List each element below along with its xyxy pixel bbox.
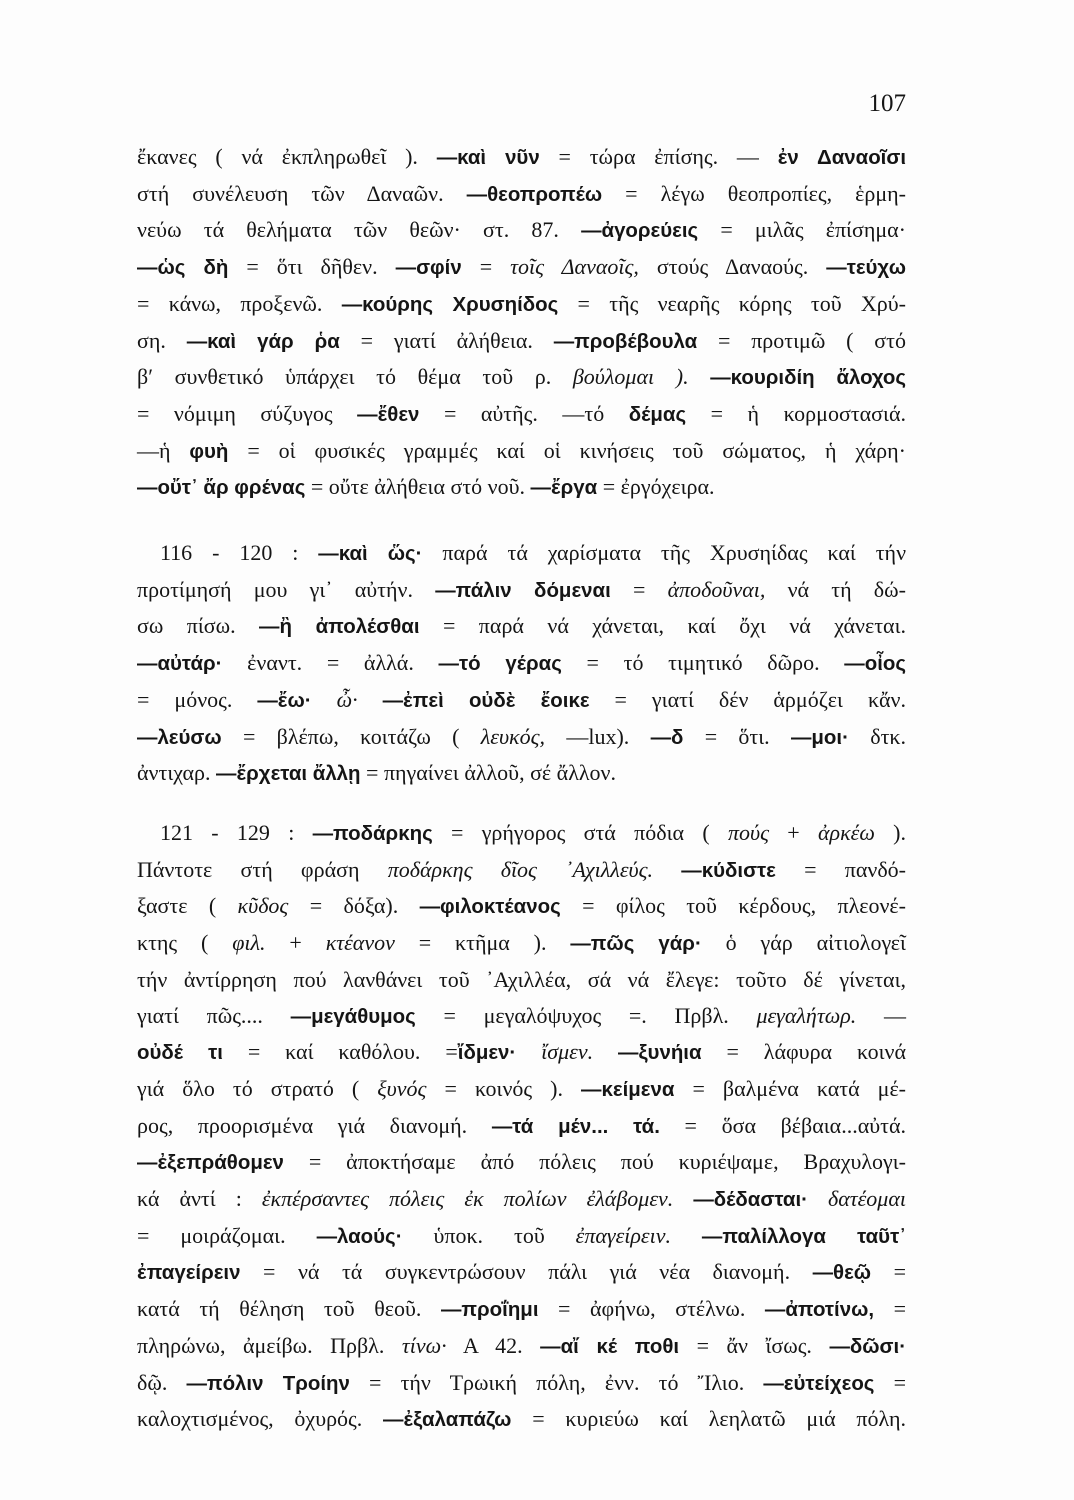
bold-term: —τεύχω xyxy=(826,256,907,280)
text-line xyxy=(137,323,906,360)
text-run: = ὅτι. xyxy=(683,723,791,749)
text-run: 116 - 120 : xyxy=(160,540,319,565)
bold-term: —θεῷ xyxy=(812,1261,872,1285)
text-run: = xyxy=(874,1296,906,1322)
text-run: = παρά νά χάνεται, καί ὄχι νά χάνεται. xyxy=(419,613,906,639)
bold-term: —προΐημι xyxy=(440,1298,539,1322)
text-line xyxy=(137,212,906,249)
text-line xyxy=(137,535,906,572)
text-line xyxy=(137,962,906,998)
text-line xyxy=(137,359,906,396)
bold-term: —καὶ γάρ ῥα xyxy=(186,329,340,353)
text-run: ρος, προορισμένα γιά διανομή. xyxy=(137,1112,492,1138)
text-run: = ἡ κορμοστασιά. xyxy=(686,400,906,426)
text-run: = ὅσα βέβαια...αὐτά. xyxy=(659,1112,906,1138)
bold-term: —δῶσι· xyxy=(829,1334,906,1358)
bold-term: —μοι· xyxy=(790,725,849,749)
bold-term: —προβέβουλα xyxy=(553,329,698,353)
text-line xyxy=(137,249,906,286)
bold-term: —φιλοκτέανος xyxy=(419,895,561,919)
bold-term: —οὔτ᾽ ἄρ φρένας xyxy=(137,476,306,500)
text-run: = γιατί δέν ἁρμόζει κἄν. xyxy=(589,686,907,712)
text-run xyxy=(673,1186,693,1211)
italic-text: φιλ. xyxy=(232,930,266,956)
text-run: = κυριεύω καί λεηλατῶ μιά πόλη. xyxy=(511,1406,907,1432)
text-run: δτκ. xyxy=(848,723,906,749)
italic-text: μεγαλήτωρ. xyxy=(756,1002,857,1028)
text-run: πληρώνω, ἀμείβω. Πρβλ. xyxy=(137,1332,402,1358)
text-run: ). xyxy=(874,820,906,845)
text-line xyxy=(137,176,906,213)
text-run xyxy=(808,1186,828,1211)
text-run: κτης ( xyxy=(137,930,233,956)
text-run: —ἡ xyxy=(137,437,190,463)
text-line xyxy=(137,1144,906,1181)
text-run: προτίμησή μου γι᾽ αὐτήν. xyxy=(137,576,436,602)
text-run: δῷ. xyxy=(137,1369,187,1395)
text-run xyxy=(653,857,681,882)
text-line xyxy=(137,1401,906,1438)
bold-term: —ἔργα xyxy=(530,476,598,500)
bold-term: —δέδασται· xyxy=(693,1188,808,1212)
paragraph xyxy=(137,535,906,792)
text-run: = ἐργόχειρα. xyxy=(597,474,715,500)
bold-term: —πάλιν δόμεναι xyxy=(435,578,611,602)
text-run: κά ἀντί : xyxy=(137,1186,262,1212)
text-run: νεύω τά θελήματα τῶν θεῶν· στ. 87. xyxy=(137,217,582,243)
text-line xyxy=(137,1218,906,1255)
text-run: = νόμιμη σύζυγος xyxy=(137,400,358,426)
bold-term: ἐν Δαναοῖσι xyxy=(777,146,907,169)
text-run: ὑποκ. τοῦ xyxy=(402,1222,576,1248)
text-run: = τῆς νεαρῆς κόρης τοῦ Χρύ- xyxy=(558,290,906,316)
text-run: ἔκανες ( νά ἐκπληρωθεῖ ). xyxy=(137,144,437,169)
text-run: = ἀφήνω, στέλνω. xyxy=(538,1296,765,1322)
bold-term: —σφίν xyxy=(395,256,462,280)
text-run: + xyxy=(769,820,818,845)
text-line xyxy=(137,925,906,962)
bold-term: δέμας xyxy=(628,402,687,426)
text-run xyxy=(593,1039,618,1064)
text-run: παρά τά χαρίσματα τῆς Χρυσηίδας καί τήν xyxy=(422,540,907,565)
italic-text: λευκός, xyxy=(480,723,546,749)
text-run: ση. xyxy=(137,327,187,353)
text-run: = νά τά συγκεντρώσουν πάλι γιά νέα διανομή. xyxy=(240,1259,813,1285)
bold-term: —ξυνήια xyxy=(618,1041,702,1065)
bold-term: οὐδέ τι xyxy=(137,1041,223,1065)
text-line xyxy=(137,1365,906,1402)
text-run: ξαστε ( xyxy=(137,893,238,919)
paragraph xyxy=(137,139,906,506)
bold-term: —θεοπροπέω xyxy=(466,182,603,206)
text-run: = xyxy=(874,1369,906,1395)
bold-term: —ἐξεπράθομεν xyxy=(137,1151,284,1175)
text-run: = μοιράζομαι. xyxy=(137,1222,317,1248)
text-run: = φίλος τοῦ κέρδους, πλεονέ- xyxy=(560,893,906,919)
text-run: — xyxy=(856,1002,906,1028)
italic-text: δατέομαι xyxy=(827,1186,907,1212)
text-run: ἐναντ. = ἀλλά. xyxy=(222,650,439,676)
bold-term: φυὴ xyxy=(189,439,229,463)
text-run: = κοινός ). xyxy=(426,1075,582,1101)
bold-term: —ὡς δὴ xyxy=(137,256,229,280)
text-line xyxy=(137,682,906,719)
text-run: νά τή δώ- xyxy=(765,576,906,602)
text-run: = τό τιμητικό δῶρο. xyxy=(561,650,845,676)
bold-term: —κούρης Χρυσηίδος xyxy=(341,292,559,316)
bold-term: —ἐπεὶ οὐδὲ ἔοικε xyxy=(382,688,590,712)
bold-term: ἐπαγείρειν xyxy=(137,1261,241,1285)
text-run: = xyxy=(461,254,511,280)
text-line xyxy=(137,1181,906,1218)
text-run: = xyxy=(871,1259,906,1285)
bold-term: —οἶος xyxy=(844,652,907,676)
bold-term: —παλίλλογα ταῦτ᾽ xyxy=(701,1224,907,1248)
bold-term: —ἔρχεται ἄλλῃ xyxy=(216,762,361,786)
bold-term: —εὐτείχεος xyxy=(763,1371,875,1395)
text-run: = μιλᾶς ἐπίσημα· xyxy=(698,217,906,243)
bold-term: —καὶ ὥς· xyxy=(318,542,423,565)
bold-term: ἴδμεν· xyxy=(457,1041,517,1065)
text-run: τήν ἀντίρρηση πού λανθάνει τοῦ ᾿Αχιλλέα, σά νά ἔλεγε: τοῦτο δέ γίνεται, xyxy=(137,966,906,992)
text-run: Πάντοτε στή φράση xyxy=(137,856,388,882)
italic-text: κτέανον xyxy=(325,930,395,956)
text-run: = τώρα ἐπίσης. — xyxy=(539,144,778,169)
text-run: = πανδό- xyxy=(775,856,907,882)
text-run: = λέγω θεοπροπίες, ἑρμη- xyxy=(602,180,906,206)
text-run: = λάφυρα κοινά xyxy=(701,1039,906,1065)
bold-term: —καὶ νῦν xyxy=(436,146,540,169)
text-run xyxy=(358,687,383,712)
italic-text: τοῖς Δαναοῖς, xyxy=(510,254,639,280)
page-number: 107 xyxy=(868,90,906,117)
text-run: = μόνος. xyxy=(137,686,258,712)
text-line xyxy=(137,139,906,176)
text-run: σω πίσω. xyxy=(137,613,260,639)
italic-text: ἀρκέω xyxy=(817,820,875,845)
italic-text: ξυνός xyxy=(377,1075,427,1101)
text-run: = προτιμῶ ( στό xyxy=(697,327,906,353)
italic-text: ἴσμεν. xyxy=(541,1039,594,1065)
text-run: = βαλμένα κατά μέ- xyxy=(674,1075,907,1101)
text-run: = καί καθόλου. = xyxy=(222,1039,458,1065)
text-line xyxy=(137,755,906,792)
text-run: = γιατί ἀλήθεια. xyxy=(339,327,554,353)
bold-term: —ἐξαλαπάζω xyxy=(383,1408,512,1432)
text-run: ἀντιχαρ. xyxy=(137,760,217,786)
text-line xyxy=(137,852,906,889)
italic-text: ποδάρκης δῖος ᾿Αχιλλεύς. xyxy=(387,856,654,882)
text-line xyxy=(137,1328,906,1365)
bold-term: —πόλιν Τροίην xyxy=(186,1371,350,1395)
bold-term: —δ xyxy=(650,725,684,749)
text-run: κατά τή θέληση τοῦ θεοῦ. xyxy=(137,1296,441,1322)
text-run: = βλέπω, κοιτάζω ( xyxy=(221,723,481,749)
text-line xyxy=(137,433,906,470)
text-line xyxy=(137,396,906,433)
text-line xyxy=(137,1071,906,1108)
bold-term: —κουριδίη ἄλοχος xyxy=(710,366,907,390)
text-line xyxy=(137,1108,906,1145)
text-line xyxy=(137,608,906,645)
text-run xyxy=(312,687,337,712)
text-run: στούς Δαναούς. xyxy=(638,254,827,280)
text-run: —lux). xyxy=(545,723,651,749)
text-line xyxy=(137,1034,906,1071)
text-line xyxy=(137,1254,906,1291)
text-line xyxy=(137,572,906,609)
text-run: στή συνέλευση τῶν Δαναῶν. xyxy=(137,180,467,206)
text-line xyxy=(137,645,906,682)
text-run xyxy=(516,1039,541,1064)
italic-text: ὦ· xyxy=(336,686,358,712)
text-run xyxy=(671,1223,702,1248)
bold-term: —ποδάρκης xyxy=(312,822,433,845)
text-run: = ὅτι δῆθεν. xyxy=(228,254,396,280)
text-run: = τήν Τρωική πόλη, ἐνν. τό Ἴλιο. xyxy=(349,1369,764,1395)
italic-text: ἀποδοῦναι, xyxy=(667,576,766,602)
text-line xyxy=(137,1291,906,1328)
bold-term: —κείμενα xyxy=(581,1077,675,1101)
italic-text: τίνω· xyxy=(401,1332,447,1358)
text-run: β′ συνθετικό ὑπάρχει τό θέμα τοῦ ρ. xyxy=(137,364,573,390)
text-run: + xyxy=(265,930,326,956)
text-run: γιατί πῶς.... xyxy=(137,1002,291,1028)
italic-text: βούλομαι ). xyxy=(572,364,689,390)
text-run: = οἱ φυσικές γραμμές καί οἱ κινήσεις τοῦ σώματος, ἡ χάρη· xyxy=(228,437,906,463)
paragraph xyxy=(137,815,906,1438)
text-line xyxy=(137,469,906,506)
text-line xyxy=(137,815,906,852)
bold-term: —αὐτάρ· xyxy=(137,652,223,676)
bold-term: —λαούς· xyxy=(316,1224,403,1248)
text-run: = μεγαλόψυχος =. Πρβλ. xyxy=(415,1002,757,1028)
bold-term: —τό γέρας xyxy=(438,652,562,676)
bold-term: —κύδιστε xyxy=(681,858,776,882)
bold-term: —ἀγορεύεις xyxy=(581,219,699,243)
text-run: = κάνω, προξενῶ. xyxy=(137,290,342,316)
italic-text: ἐκπέρσαντες πόλεις ἐκ πολίων ἐλάβομεν. xyxy=(261,1186,674,1212)
text-run: = κτῆμα ). xyxy=(394,930,571,956)
text-run: = οὔτε ἀλήθεια στό νοῦ. xyxy=(305,474,531,500)
text-run: = ἄν ἴσως. xyxy=(679,1332,830,1358)
text-run: = δόξα). xyxy=(288,893,420,919)
text-run: = πηγαίνει ἀλλοῦ, σέ ἄλλον. xyxy=(360,760,616,786)
text-run: = αὐτῆς. —τό xyxy=(419,400,629,426)
bold-term: —λεύσω xyxy=(137,725,222,749)
italic-text: κῦδος xyxy=(237,893,289,919)
bold-term: —μεγάθυμος xyxy=(290,1004,416,1028)
text-line xyxy=(137,998,906,1035)
text-run: = xyxy=(610,576,668,602)
italic-text: ἐπαγείρειν. xyxy=(575,1222,671,1248)
text-run: καλοχτισμένος, ὀχυρός. xyxy=(137,1406,384,1432)
bold-term: —ἔθεν xyxy=(357,402,420,426)
text-line xyxy=(137,719,906,756)
text-run: = γρήγορος στά πόδια ( xyxy=(432,820,728,845)
text-run: 121 - 129 : xyxy=(160,820,313,845)
bold-term: —πῶς γάρ· xyxy=(570,932,702,956)
text-run: Α 42. xyxy=(446,1332,541,1358)
text-run: = ἀποκτήσαμε ἀπό πόλεις πού κυριέψαμε, Βραχυλογι- xyxy=(283,1149,906,1175)
bold-term: —ἀποτίνω, xyxy=(764,1298,875,1322)
bold-term: —αἴ κέ ποθι xyxy=(540,1334,680,1358)
text-line xyxy=(137,888,906,925)
text-line xyxy=(137,286,906,323)
text-run: ὁ γάρ αἰτιολογεῖ xyxy=(701,930,906,956)
bold-term: —ἢ ἀπολέσθαι xyxy=(259,615,420,639)
bold-term: —τά μέν... τά. xyxy=(491,1114,660,1138)
text-run xyxy=(689,364,711,389)
text-run: γιά ὅλο τό στρατό ( xyxy=(137,1075,378,1101)
bold-term: —ἔω· xyxy=(257,688,312,712)
italic-text: πούς xyxy=(727,820,769,845)
